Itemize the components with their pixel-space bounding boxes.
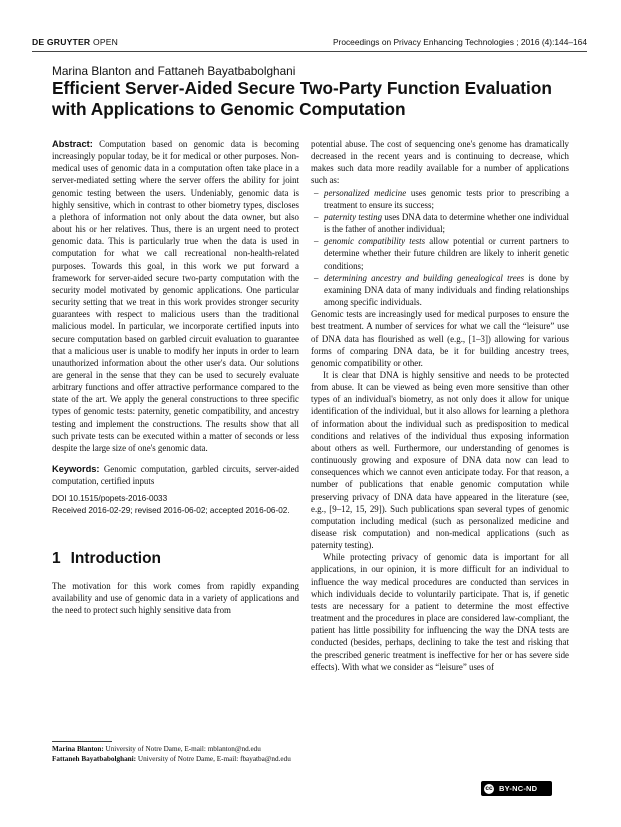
intro-paragraph: The motivation for this work comes from rapidly expanding availability and use of genomic data in a variety of applications and the need to protect such highly sensitive data from [52,580,299,615]
abstract-text: Computation based on genomic data is becoming increasingly popular today, be it for medical or other purposes. Non-medical uses of genomic data in a computation often take place in a server-mediated setting where the server offers the ability for joint genomic testing between the users. Undeniably, genomic data is highly sensitive, which in contrast to other biometry types, discloses a plethora of information not only about the data owner, but also about his or her relatives. Thus, there is an urgent need to protect genomic data. This is particularly true when the data is used in computation for what we call recreational non-health-related purposes. Towards this goal, in this work we put forward a framework for server-aided secure two-party computation with the security model motivated by genomic applications. One particular security setting that we treat in this work provides stronger security guarantees with respect to malicious users than the traditional malicious model. In particular, we incorporate certified inputs into secure computation based on garbled circuit evaluation to guarantee that a malicious user is unable to modify her inputs in order to learn unauthorized information about the other user's data. Our solutions are general in the sense that they can be used to securely evaluate arbitrary functions and offer attractive performance compared to the state of the art. We apply the general constructions to three specific types of genomic tests: paternity, genetic compatibility, and ancestry testing and implement the constructions. The results show that all such private tests can be executed within a matter of seconds or less despite the large size of one's genomic data. [52,139,300,453]
list-item: – paternity testing uses DNA data to determine whether one individual is the father of another individual; [314,211,569,235]
left-column [52,138,299,616]
keywords-text: Genomic computation, garbled circuits, server-aided computation, certified inputs [52,464,299,487]
footnote-1: Marina Blanton: University of Notre Dame, E-mail: mblanton@nd.edu [52,745,261,753]
footnote-rule [52,741,112,742]
keywords-label: Keywords: [52,464,100,475]
body-paragraph-1: potential abuse. The cost of sequencing one's genome has dramatically decreased in the recent years and is continuing to decrease, which makes such data more readily available for a number of applications such as: [311,139,569,186]
list-item: – personalized medicine uses genomic tests prior to prescribing a treatment to ensure its success; [314,187,569,210]
keywords [52,463,299,487]
publisher-name: DE GRUYTER OPEN [32,37,119,47]
body-paragraph-4: While protecting privacy of genomic data is important for all applications, in our opinion, it is more difficult for an individual to influence the way medical procedures are conducted than services in which individuals decide to voluntarily participate. That is, if genetic tests are necessary for a patient to determine the most effective treatment and the procedures in place are considered law-compliant, the patient has little possibility for influencing the way the DNA tests are conducted (besides, perhaps, declining to take the test and risking that the prescribed generic treatment is ineffective for her or has severe side effects). With what we consider as “leisure” uses of [311,552,569,672]
abstract-label: Abstract: [52,139,93,149]
journal-citation: Proceedings on Privacy Enhancing Technologies ; 2016 (4):144–164 [332,37,587,47]
cc-license-badge[interactable] [481,781,552,796]
doi: DOI 10.1515/popets-2016-0033 [52,494,168,504]
paper-title: Efficient Server-Aided Secure Two-Party Function Evaluation with Applications to Genomic Computation [52,78,552,119]
right-column [311,138,569,673]
running-header [32,37,587,51]
author-footnotes [52,745,299,764]
received-dates: Received 2016-02-29; revised 2016-06-02; accepted 2016-06-02. [52,505,290,515]
section-heading: 1 Introduction [52,550,162,568]
abstract [52,138,299,454]
list-item: – determining ancestry and building genealogical trees is done by examining DNA data of many individuals and finding relationships among specific individuals. [314,272,569,308]
header-rule [32,51,587,52]
list-item: – genomic compatibility tests allow potential or current partners to determine whether their future children are likely to inherit genetic conditions; [314,236,569,271]
license-label: BY-NC-ND [499,784,538,793]
author-list: Marina Blanton and Fattaneh Bayatbabolghani [52,64,296,78]
application-list [311,187,569,309]
footnote-2: Fattaneh Bayatbabolghani: University of Notre Dame, E-mail: fbayatba@nd.edu [52,754,291,763]
body-paragraph-2: Genomic tests are increasingly used for medical purposes to ensure the best treatment. A number of services for what we call the “leisure” use of DNA data has flourished as well (e.g., [1–3]) allowing for various forms of comparing DNA data, be it for building ancestry trees, genomic compatibility or other. [311,309,569,368]
creative-commons-icon: cc [483,783,495,795]
body-paragraph-3: It is clear that DNA is highly sensitive and needs to be protected from abuse. It can be viewed as being even more sensitive than other types of an individual's biometry, as not only does it allow for unique identification of the individual, but it also allows for learning a plethora of information about the individual such as predisposition to medical conditions and relatives of the individual thus exposing information about others as well. Furthermore, our understanding of genomes is continuously growing and exposure of DNA data now can lead to consequences which we cannot even anticipate today. For that reason, a number of publications that enable genomic computation while preserving privacy of DNA data have appeared in the literature (see, e.g., [9–12, 15, 29]). Such publications span several types of genomic computation including medical (such as personalized medicine and disease risk computation) and non-medical applications (such as paternity testing). [311,369,569,551]
